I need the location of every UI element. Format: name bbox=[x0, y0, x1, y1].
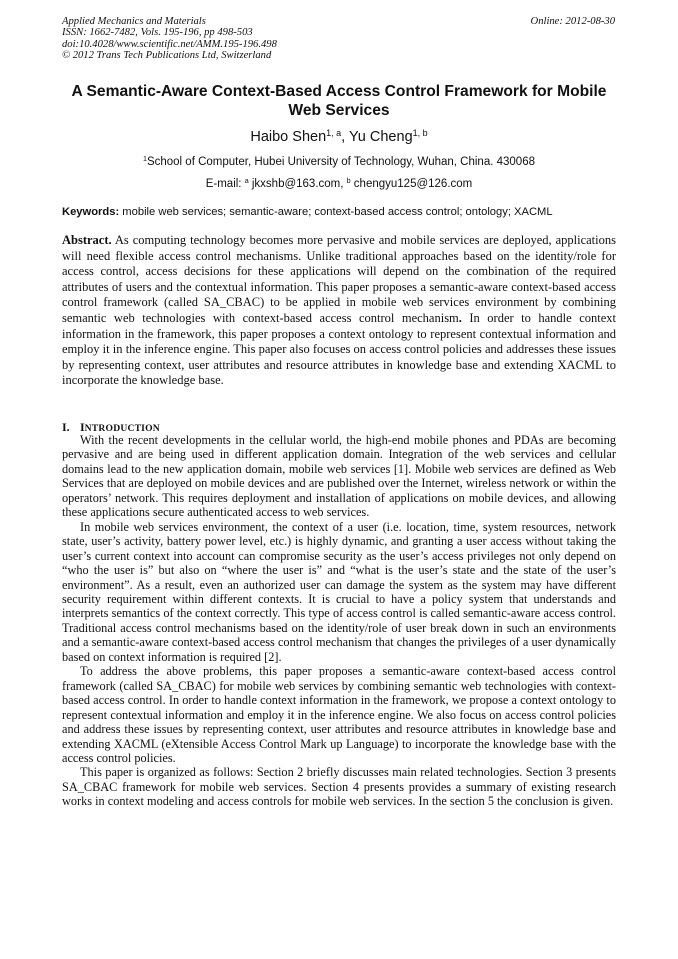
abstract bbox=[62, 233, 616, 389]
email-address-a: jkxshb@163.com, bbox=[248, 178, 347, 190]
section-number: I. bbox=[62, 420, 70, 434]
abstract-text-1: As computing technology becomes more pervasive and mobile services are deployed, applications will need flexible access control mechanisms. Unlike traditional approaches based on the identity/role for access control, access decisions for these applications will depend on the combination of the required attributes of users and the contextual information. This paper proposes a semantic-aware context-based access control framework (called SA_CBAC) to be applied in mobile web services environment by combining semantic web technologies with context-based access control mechanism bbox=[62, 233, 616, 325]
section-title-initial: I bbox=[80, 420, 85, 434]
abstract-bold-dot: . bbox=[458, 310, 462, 325]
section-title-rest: NTRODUCTION bbox=[84, 423, 160, 434]
introduction-body bbox=[62, 433, 616, 809]
online-date: Online: 2012-08-30 bbox=[530, 16, 615, 27]
email-label: E-mail: bbox=[205, 178, 245, 190]
journal-header bbox=[62, 16, 277, 62]
doi-line: doi:10.4028/www.scientific.net/AMM.195-196.498 bbox=[62, 38, 277, 50]
paragraph-4: This paper is organized as follows: Section 2 briefly discusses main related technologies. Section 3 presents SA_CBAC framework for mobile web services. Section 4 presents provides a summary of existing research works in context modeling and access controls for mobile web services. In the section 5 the conclusion is given. bbox=[62, 765, 616, 809]
keywords-label: Keywords: bbox=[62, 206, 120, 218]
author-2-name: Yu Cheng bbox=[348, 129, 413, 145]
paragraph-1: With the recent developments in the cellular world, the high-end mobile phones and PDAs are becoming pervasive and are being used in different application domain. Integration of the web services and cellular domains lead to the new application domain, mobile web services [1]. Mobile web services are defined as Web Services that are deployed on mobile devices and are published over the Internet, wireless network or within the operators’ network. This requires deployment and installation of applications on mobile devices, and allowing these applications secure authenticated access to web services. bbox=[62, 433, 616, 520]
author-1-name: Haibo Shen bbox=[250, 129, 327, 145]
author-line bbox=[62, 128, 616, 146]
email-line bbox=[62, 177, 616, 192]
author-2-sup: 1, b bbox=[412, 128, 428, 139]
author-separator: , bbox=[341, 129, 349, 145]
affiliation bbox=[62, 155, 616, 170]
issn-line: ISSN: 1662-7482, Vols. 195-196, pp 498-503 bbox=[62, 27, 253, 39]
email-sup-b: b bbox=[346, 177, 351, 186]
paragraph-2: In mobile web services environment, the context of a user (i.e. location, time, system resources, network state, user’s activity, battery power level, etc.) is highly dynamic, and granting a user access without taking the user’s current context into account can compromise security as the user’s access privileges not only depend on “who the user is” but also on “where the user is” and “what is the user’s state and the state of the user’s environment”. As a result, even an authorized user can damage the system as the system may have different security requirement within different contexts. It is crucial to have a policy system that understands and interprets semantics of the context correctly. This type of access control is called semantic-aware access control. Traditional access control mechanisms based on the identity/role of user break down in such an environments and a semantic-aware context-based access control mechanism that changes the privileges of a user dynamically based on context information is required [2]. bbox=[62, 519, 616, 664]
affiliation-text: School of Computer, Hubei University of Technology, Wuhan, China. 430068 bbox=[146, 156, 535, 168]
paragraph-3: To address the above problems, this paper proposes a semantic-aware context-based access control framework (called SA_CBAC) for mobile web services by combining semantic web technologies with context-based access control. In order to handle context information in the framework, we propose a context ontology to represent contextual information and employ it in the inference engine. We also focus on access control policies and address these issues by representing context, user attributes and resource attributes in knowledge base and extending XACML (eXtensible Access Control Mark up Language) to incorporate the knowledge base with the access control policies. bbox=[62, 664, 616, 765]
affiliation-sup: 1 bbox=[142, 155, 147, 164]
email-sup-a: a bbox=[244, 177, 249, 186]
abstract-label: Abstract. bbox=[62, 233, 112, 247]
copyright-line: © 2012 Trans Tech Publications Ltd, Switzerland bbox=[62, 50, 272, 62]
paper-title: A Semantic-Aware Context-Based Access Control Framework for Mobile Web Services bbox=[71, 83, 607, 119]
keywords-text: mobile web services; semantic-aware; context-based access control; ontology; XACML bbox=[119, 206, 553, 218]
author-1-sup: 1, a bbox=[326, 128, 342, 139]
journal-name: Applied Mechanics and Materials bbox=[62, 16, 206, 27]
keywords bbox=[62, 205, 616, 220]
email-address-b: chengyu125@126.com bbox=[350, 178, 473, 190]
abstract-text-2: In order to handle context information in the framework, this paper proposes a context ontology to represent contextual information and employ it in the inference engine. This paper also focuses on access control policies and addresses these issues by representing context, user attributes and resource attributes in knowledge base and extending XACML to incorporate the knowledge base. bbox=[62, 310, 616, 388]
